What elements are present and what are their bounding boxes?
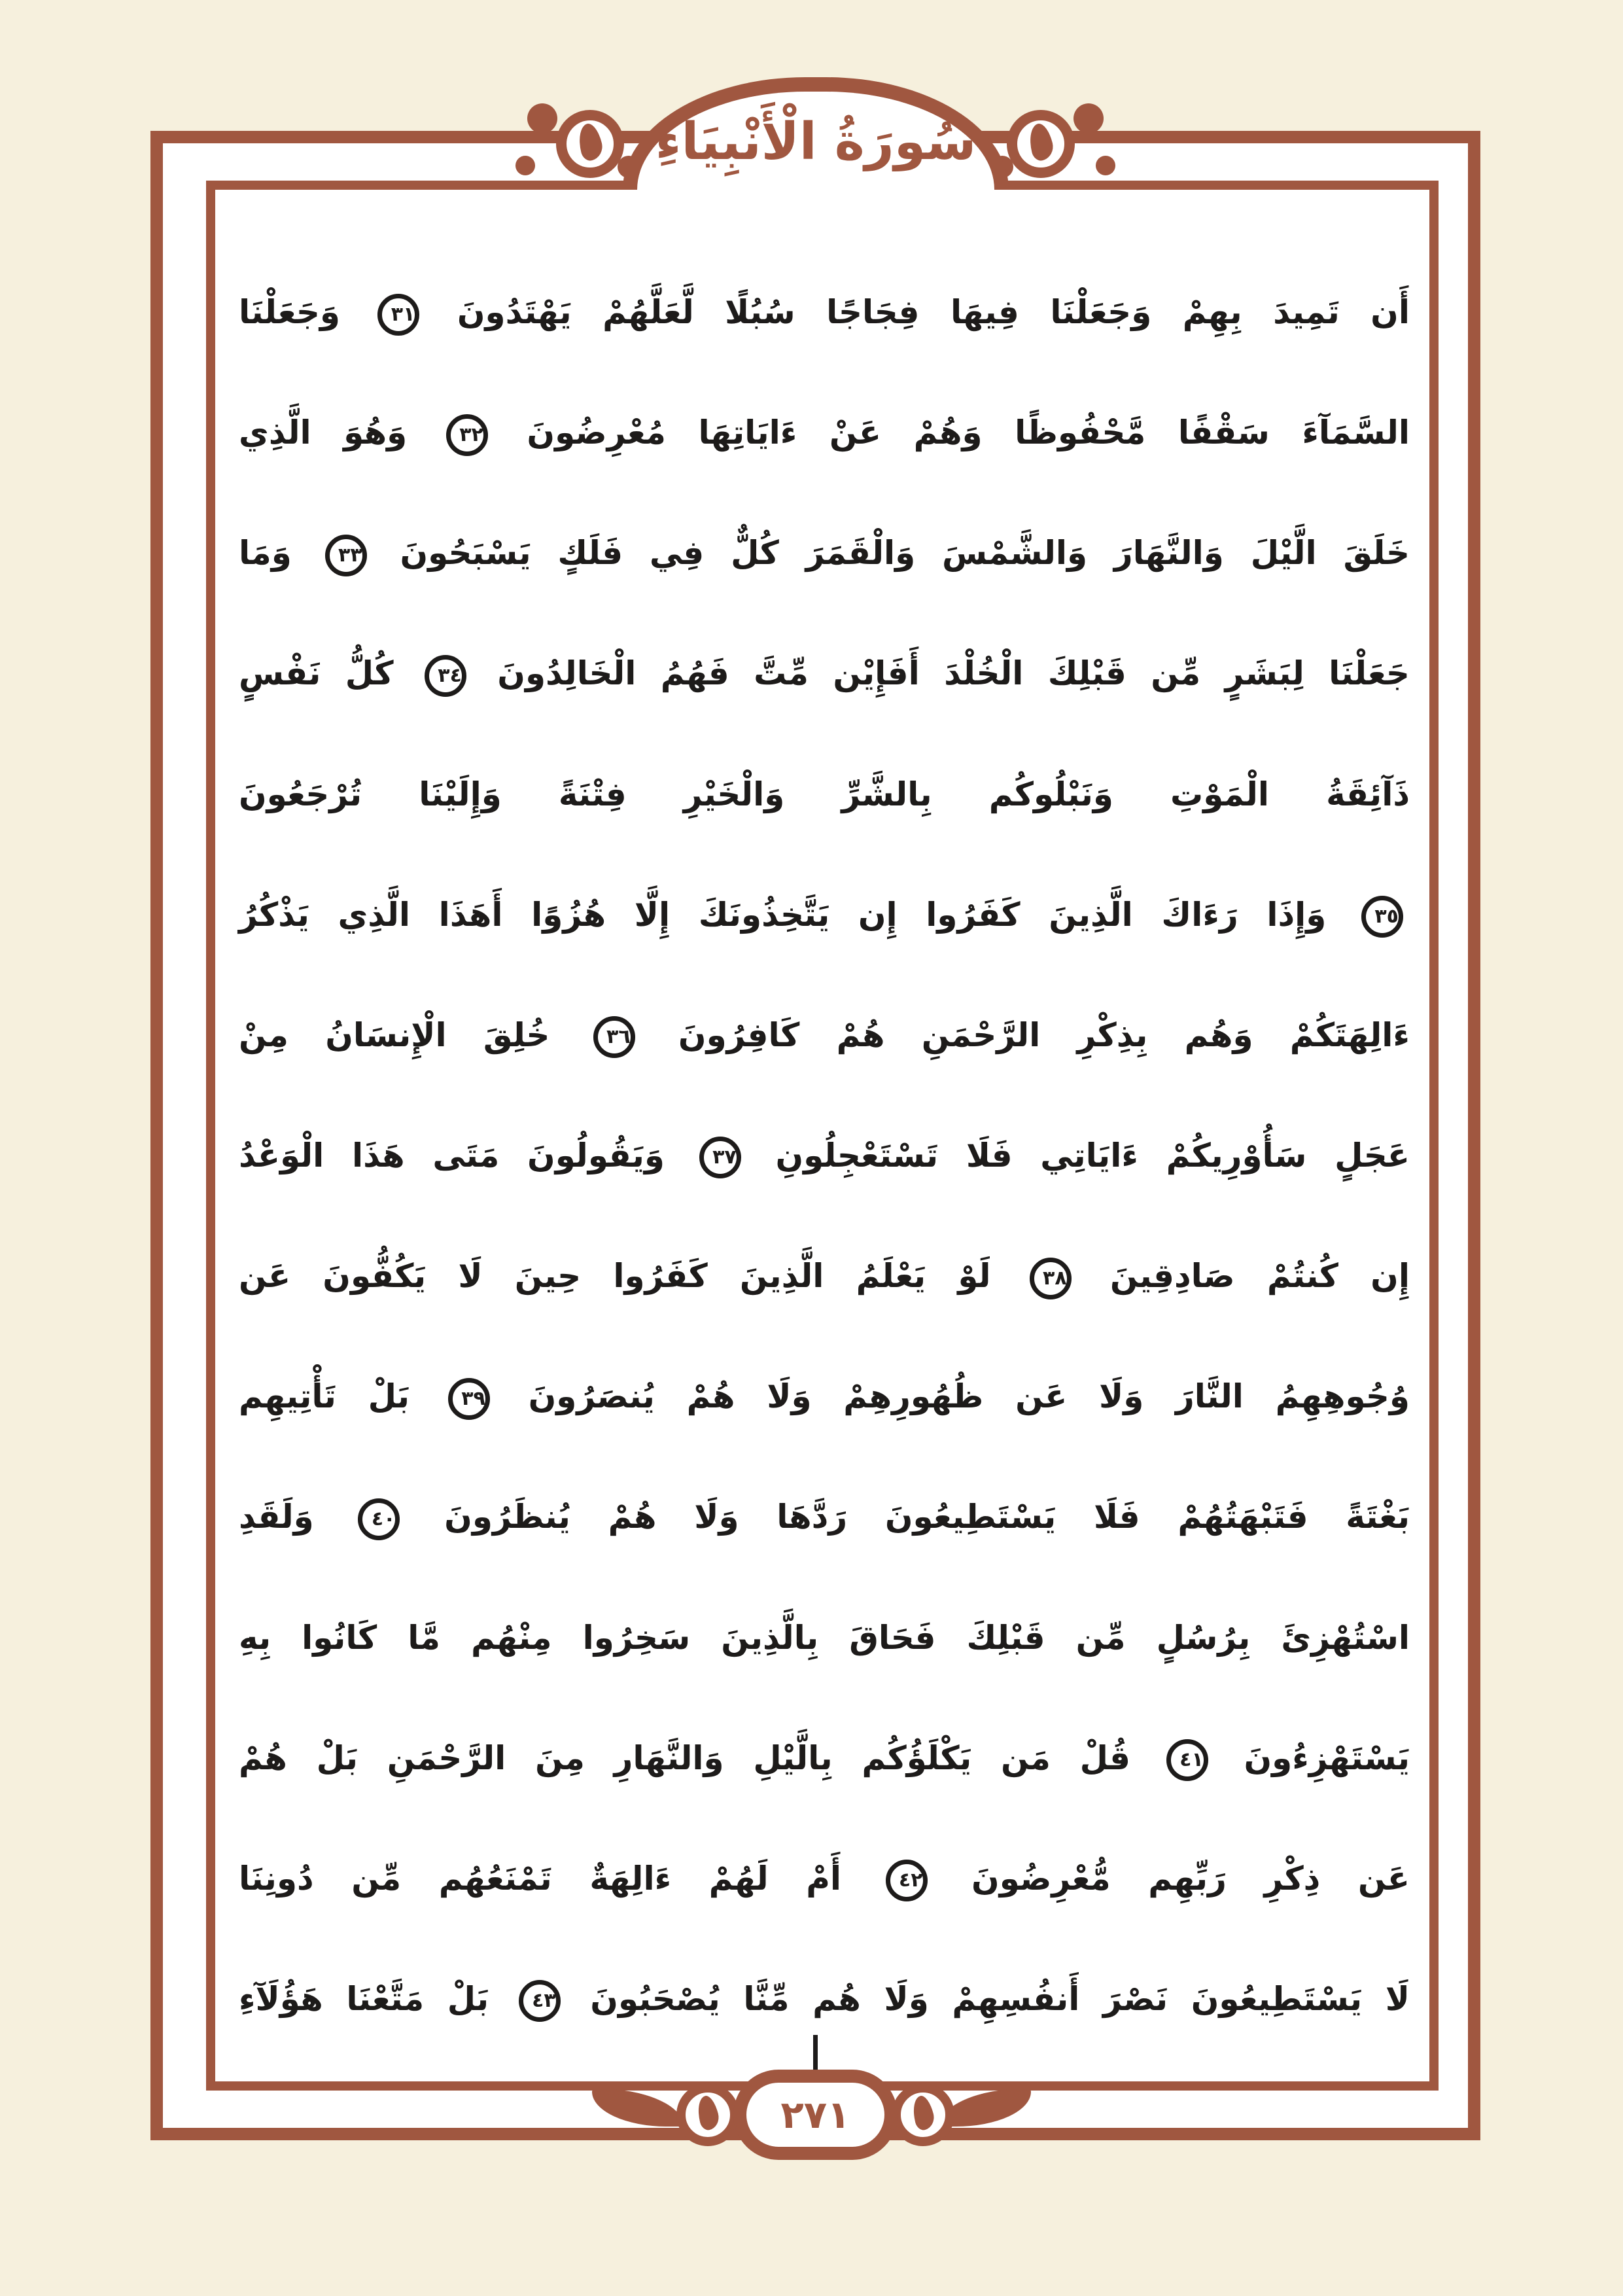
ayah-number-rosette: ٤٣ bbox=[519, 1980, 561, 2022]
verse-text: لَا يَسْتَطِيعُونَ نَصْرَ أَنفُسِهِمْ وَلَا هُم مِّنَّا يُصْحَبُونَ bbox=[590, 1979, 1410, 2018]
verse-text: أَمْ لَهُمْ ءَالِهَةٌ تَمْنَعُهُم مِّن دُونِنَا bbox=[239, 1859, 841, 1898]
ayah-number-rosette: ٣٢ bbox=[446, 414, 488, 456]
verse-text: ءَالِهَتَكُمْ وَهُم بِذِكْرِ الرَّحْمَنِ هُمْ كَافِرُونَ bbox=[678, 1016, 1410, 1054]
verse-text: يَسْتَهْزِءُونَ bbox=[1244, 1739, 1410, 1777]
quran-line bbox=[239, 1943, 1410, 2055]
verse-text: وَلَقَدِ bbox=[239, 1498, 314, 1536]
verse-text: أَن تَمِيدَ بِهِمْ وَجَعَلْنَا فِيهَا فِجَاجًا سُبُلًا لَّعَلَّهُمْ يَهْتَدُونَ bbox=[457, 293, 1410, 331]
ayah-number-rosette: ٣٦ bbox=[593, 1016, 635, 1058]
ayah-number-rosette: ٣٥ bbox=[1361, 896, 1403, 938]
ayah-number-rosette: ٤٢ bbox=[886, 1860, 928, 1901]
verse-text: إِن كُنتُمْ صَادِقِينَ bbox=[1109, 1257, 1410, 1296]
quran-line bbox=[239, 1582, 1410, 1693]
ayah-number-rosette: ٣١ bbox=[377, 294, 419, 336]
ayah-number-rosette: ٣٨ bbox=[1030, 1258, 1072, 1299]
verse-text: بَلْ مَتَّعْنَا هَؤُلَآءِ bbox=[239, 1979, 489, 2018]
verse-text: بَغْتَةً فَتَبْهَتُهُمْ فَلَا يَسْتَطِيعُونَ رَدَّهَا وَلَا هُمْ يُنظَرُونَ bbox=[444, 1498, 1410, 1536]
quran-line bbox=[239, 1461, 1410, 1572]
quran-line bbox=[239, 1220, 1410, 1332]
quran-line bbox=[239, 1823, 1410, 1934]
quran-line bbox=[239, 980, 1410, 1091]
page-number: ٢٧١ bbox=[780, 2093, 850, 2137]
quran-line bbox=[239, 1341, 1410, 1452]
verse-text: خَلَقَ الَّيْلَ وَالنَّهَارَ وَالشَّمْسَ وَالْقَمَرَ كُلٌّ فِي فَلَكٍ يَسْبَحُونَ bbox=[400, 534, 1410, 573]
verse-text: جَعَلْنَا لِبَشَرٍ مِّن قَبْلِكَ الْخُلْدَ أَفَإِيْن مِّتَّ فَهُمُ الْخَالِدُونَ bbox=[497, 654, 1410, 693]
quran-line bbox=[239, 497, 1410, 609]
ayah-number-rosette: ٣٧ bbox=[699, 1137, 741, 1178]
surah-title: سُورَةُ الْأَنْبِيَاءِ bbox=[655, 113, 977, 171]
scallop-ornament bbox=[1073, 103, 1104, 133]
verse-text: كُلُّ نَفْسٍ bbox=[239, 654, 394, 693]
verse-text: وَإِذَا رَءَاكَ الَّذِينَ كَفَرُوا إِن يَتَّخِذُونَكَ إِلَّا هُزُوًا أَهَذَا الَّذِي يَذْكُرُ bbox=[239, 895, 1327, 934]
quran-line bbox=[239, 1100, 1410, 1211]
ayah-number-rosette: ٤١ bbox=[1166, 1739, 1208, 1781]
ayah-number-rosette: ٣٩ bbox=[448, 1378, 490, 1420]
quran-line bbox=[239, 739, 1410, 850]
scallop-ornament bbox=[527, 103, 557, 133]
verse-text: لَوْ يَعْلَمُ الَّذِينَ كَفَرُوا حِينَ لَا يَكُفُّونَ عَن bbox=[239, 1257, 991, 1296]
verse-text: وَهُوَ الَّذِي bbox=[239, 414, 408, 452]
quran-line bbox=[239, 859, 1410, 970]
verse-text: عَن ذِكْرِ رَبِّهِم مُّعْرِضُونَ bbox=[971, 1859, 1410, 1898]
verse-text: وَمَا bbox=[239, 534, 292, 573]
verse-text: بَلْ تَأْتِيهِم bbox=[239, 1377, 410, 1416]
ayah-number-rosette: ٤٠ bbox=[358, 1498, 400, 1540]
quran-line bbox=[239, 618, 1410, 729]
verse-text: قُلْ مَن يَكْلَؤُكُم بِالَّيْلِ وَالنَّهَارِ مِنَ الرَّحْمَنِ بَلْ هُمْ bbox=[239, 1739, 1131, 1777]
verse-text: وَيَقُولُونَ مَتَى هَذَا الْوَعْدُ bbox=[239, 1136, 665, 1174]
verse-text: ذَآئِقَةُ الْمَوْتِ وَنَبْلُوكُم بِالشَّرِّ وَالْخَيْرِ فِتْنَةً وَإِلَيْنَا تُرْجَعُونَ bbox=[239, 775, 1410, 813]
quran-text-area bbox=[239, 256, 1410, 2055]
quran-line bbox=[239, 256, 1410, 368]
verse-text: عَجَلٍ سَأُوْرِيكُمْ ءَايَاتِي فَلَا تَسْتَعْجِلُونِ bbox=[775, 1136, 1410, 1174]
quran-line bbox=[239, 377, 1410, 488]
verse-text: اسْتُهْزِئَ بِرُسُلٍ مِّن قَبْلِكَ فَحَاقَ بِالَّذِينَ سَخِرُوا مِنْهُم مَّا كَانُوا بِهِ bbox=[239, 1618, 1410, 1657]
quran-line bbox=[239, 1703, 1410, 1814]
verse-text: وُجُوهِهِمُ النَّارَ وَلَا عَن ظُهُورِهِمْ وَلَا هُمْ يُنصَرُونَ bbox=[528, 1377, 1410, 1416]
verse-text: وَجَعَلْنَا bbox=[239, 293, 340, 331]
ayah-number-rosette: ٣٤ bbox=[425, 655, 466, 697]
verse-text: خُلِقَ الْإِنسَانُ مِنْ bbox=[239, 1016, 550, 1054]
ayah-number-rosette: ٣٣ bbox=[325, 535, 367, 576]
verse-text: السَّمَآءَ سَقْفًا مَّحْفُوظًا وَهُمْ عَنْ ءَايَاتِهَا مُعْرِضُونَ bbox=[527, 414, 1410, 452]
